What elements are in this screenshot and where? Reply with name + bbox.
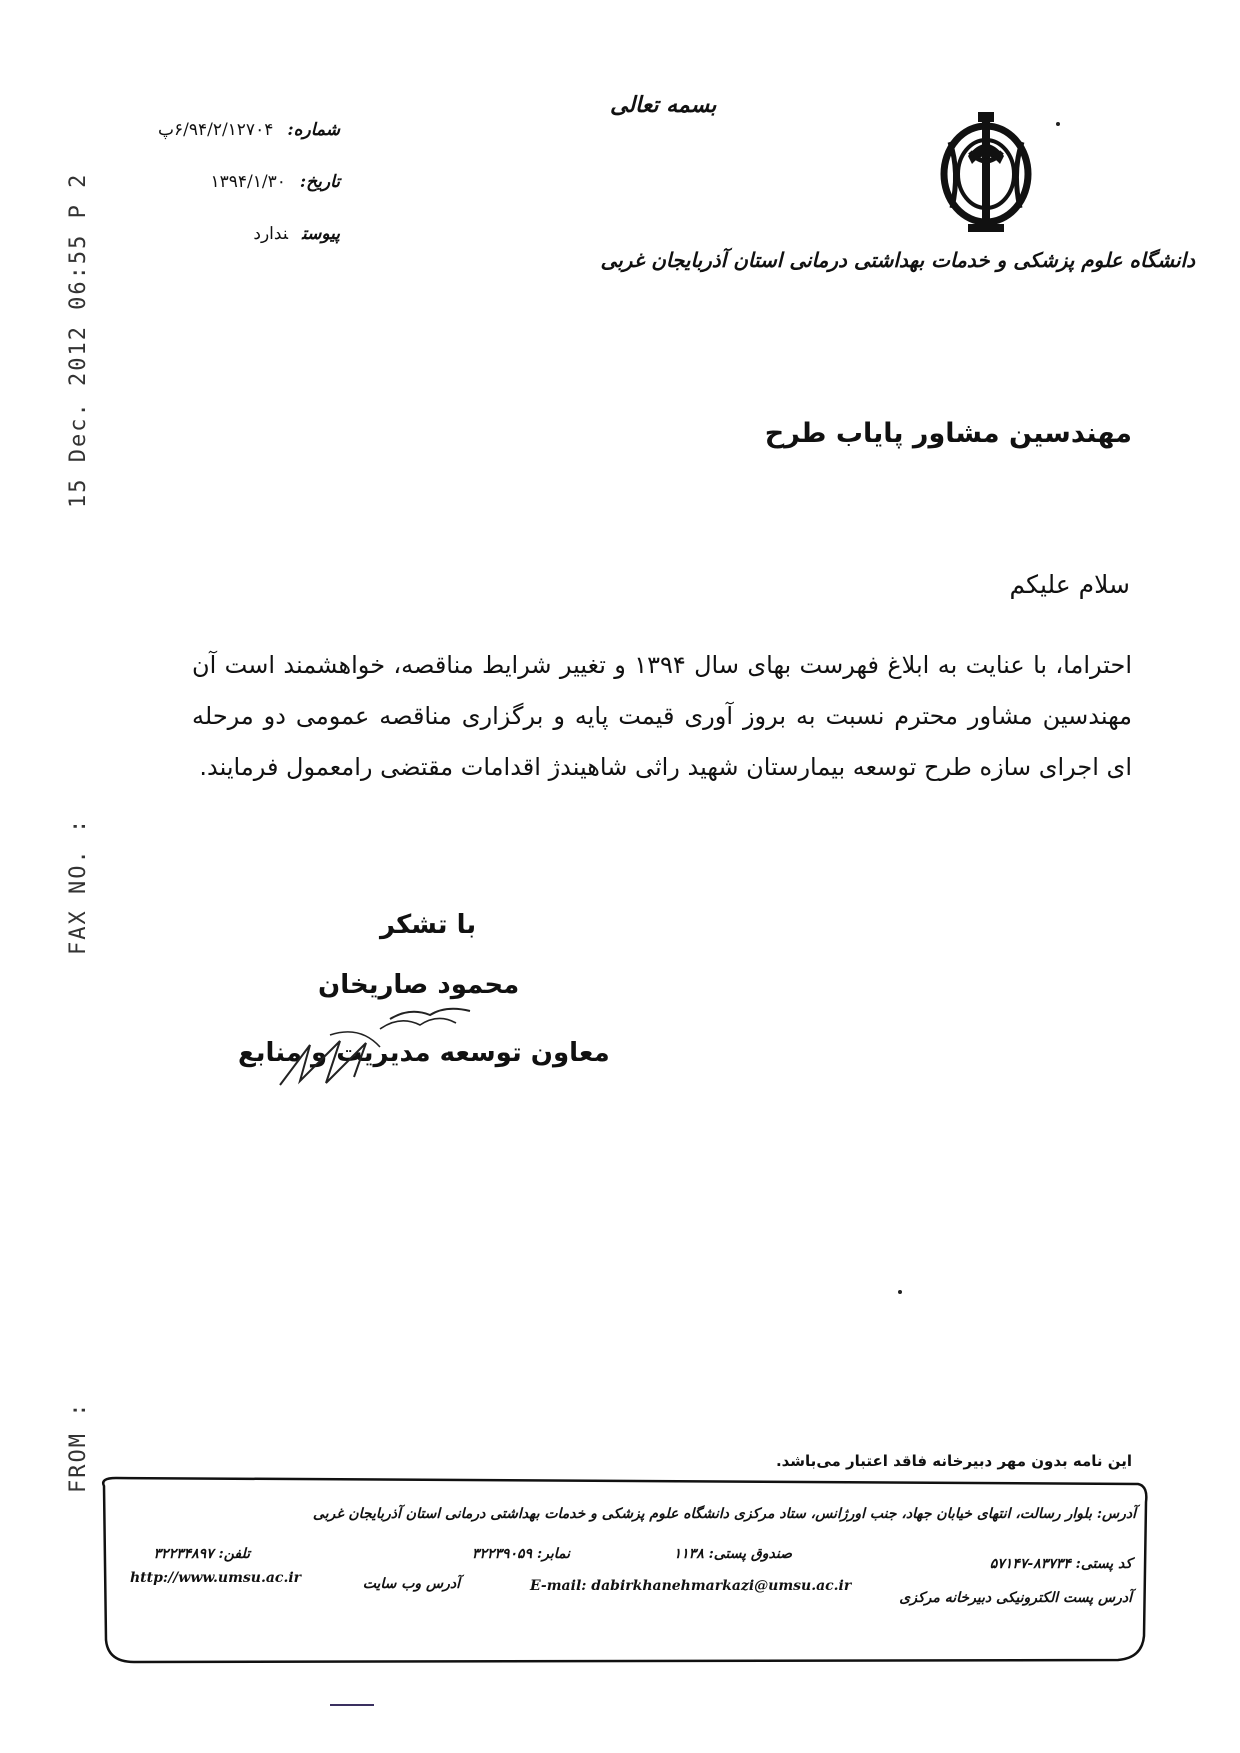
footer-website[interactable]: http://www.umsu.ac.ir [130, 1570, 302, 1586]
letter-attachment-label: پیوست [301, 224, 340, 244]
footer-email-label: آدرس پست الکترونیکی دبیرخانه مرکزی [899, 1590, 1132, 1606]
fax-from-label: FROM : [66, 1401, 91, 1493]
footer-email[interactable]: E-mail: dabirkhanehmarkazi@umsu.ac.ir [530, 1578, 852, 1594]
university-name: دانشگاه علوم پزشکی و خدمات بهداشتی درمانی استان آذربایجان غربی [600, 248, 1195, 272]
letter-date-label: تاریخ: [299, 172, 340, 192]
fax-number-label: FAX NO. : [66, 817, 91, 955]
footer-po-box: صندوق پستی: ۱۱۳۸ [673, 1546, 792, 1562]
footer-postal-code: کد پستی: ۸۳۷۳۴-۵۷۱۴۷ [989, 1556, 1132, 1572]
recipient: مهندسین مشاور پایاب طرح [764, 418, 1132, 449]
footer-address: آدرس: بلوار رسالت، انتهای خیابان جهاد، جنب اورژانس، ستاد مرکزی دانشگاه علوم پزشکی و خدمات بهداشتی درمانی استان آذربایجان غربی [312, 1506, 1136, 1522]
handwritten-signature [270, 985, 500, 1095]
scan-speck [1056, 122, 1060, 126]
university-emblem-icon [930, 112, 1042, 240]
letter-body: احتراما، با عنایت به ابلاغ فهرست بهای سال ۱۳۹۴ و تغییر شرایط مناقصه، خواهشمند است آن مهندسین مشاور محترم نسبت به بروز آوری قیمت پایه و برگزاری مناقصه عمومی دو مرحله ای اجرای سازه طرح توسعه بیمارستان شهید راثی شاهیندژ اقدامات مقتضی رامعمول فرمایند. [192, 651, 1133, 781]
signatory-name: محمود صاریخان [318, 970, 520, 1000]
letter-number [158, 120, 340, 140]
footer-website-label: آدرس وب سایت [362, 1576, 460, 1592]
validity-note: این نامه بدون مهر دبیرخانه فاقد اعتبار می‌باشد. [775, 1452, 1132, 1470]
signature-thanks: با تشکر [380, 910, 477, 940]
footer-phone: تلفن: ۳۲۲۳۴۸۹۷ [153, 1546, 250, 1562]
letter-number-label: شماره: [287, 120, 340, 140]
besmeh-heading: بسمه تعالی [610, 92, 717, 118]
scan-speck [898, 1290, 902, 1294]
letter-date-value: ۱۳۹۴/۱/۳۰ [210, 172, 286, 192]
footer-fax: نمابر: ۳۲۲۳۹۰۵۹ [471, 1546, 570, 1562]
letter-attachment [253, 224, 340, 244]
scan-mark [330, 1704, 374, 1706]
letter-attachment-value: ندارد [253, 224, 288, 244]
fax-timestamp: 15 Dec. 2012 06:55 P 2 [66, 172, 91, 508]
letter-date [211, 172, 340, 192]
signatory-title: معاون توسعه مدیریت و منابع [238, 1038, 610, 1068]
letter-number-value: ۶/۹۴/۲/۱۲۷۰۴پ [157, 120, 274, 140]
greeting: سلام علیکم [1009, 570, 1130, 599]
